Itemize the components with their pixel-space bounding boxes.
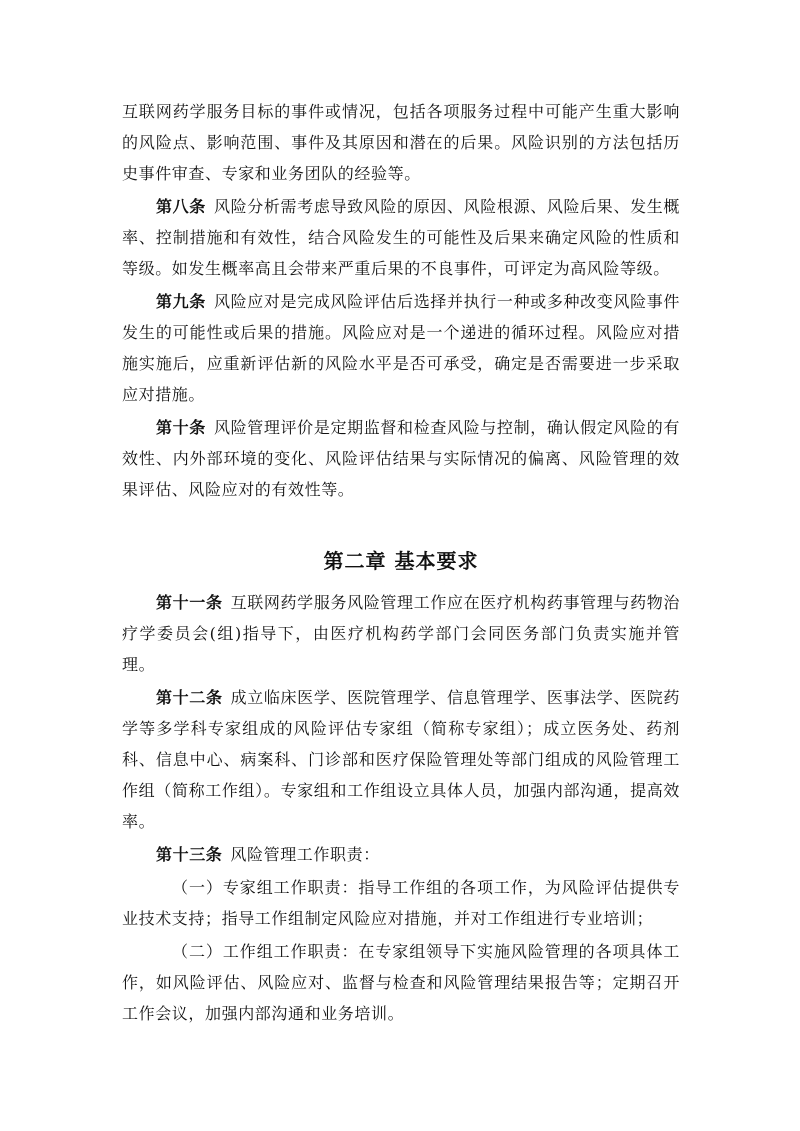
article-number: 第十二条 [156,688,223,707]
paragraph-text: 风险分析需考虑导致风险的原因、风险根源、风险后果、发生概率、控制措施和有效性，结合风险发生的可能性及后果来确定风险的性质和等级。如发生概率高且会带来严重后果的不良事件，可评定为高风险等级。 [122,197,680,278]
article-number: 第十条 [156,418,206,437]
article-10 [122,412,680,505]
article-8 [122,191,680,284]
paragraph-text: 风险管理工作职责： [230,845,380,864]
paragraph-text: 成立临床医学、医院管理学、信息管理学、医事法学、医院药学等多学科专家组成的风险评估专家组（简称专家组）；成立医务处、药剂科、信息中心、病案科、门诊部和医疗保险管理处等部门组成的风险管理工作组（简称工作组）。专家组和工作组设立具体人员，加强内部沟通，提高效率。 [122,688,680,831]
paragraph-text: （一）专家组工作职责：指导工作组的各项工作，为风险评估提供专业技术支持；指导工作组制定风险应对措施，并对工作组进行专业培训； [122,878,680,928]
document-page [122,96,680,1031]
paragraph-text: 互联网药学服务风险管理工作应在医疗机构药事管理与药物治疗学委员会(组)指导下，由医疗机构药学部门会同医务部门负责实施并管理。 [122,593,680,674]
article-9 [122,286,680,410]
article-number: 第十一条 [156,593,223,612]
article-13 [122,839,680,870]
article-number: 第九条 [156,292,206,311]
sub-item-2 [122,936,680,1029]
paragraph-text: 互联网药学服务目标的事件或情况，包括各项服务过程中可能产生重大影响的风险点、影响范围、事件及其原因和潜在的后果。风险识别的方法包括历史事件审查、专家和业务团队的经验等。 [122,102,680,183]
sub-item-1 [122,872,680,934]
paragraph-text: （二）工作组工作职责：在专家组领导下实施风险管理的各项具体工作，如风险评估、风险应对、监督与检查和风险管理结果报告等；定期召开工作会议，加强内部沟通和业务培训。 [122,942,680,1023]
article-12 [122,682,680,837]
paragraph-text: 风险管理评价是定期监督和检查风险与控制，确认假定风险的有效性、内外部环境的变化、风险评估结果与实际情况的偏离、风险管理的效果评估、风险应对的有效性等。 [122,418,680,499]
article-number: 第十三条 [156,845,223,864]
article-11 [122,587,680,680]
paragraph-text: 风险应对是完成风险评估后选择并执行一种或多种改变风险事件发生的可能性或后果的措施。风险应对是一个递进的循环过程。风险应对措施实施后，应重新评估新的风险水平是否可承受，确定是否需要进一步采取应对措施。 [122,292,680,404]
paragraph-continuation [122,96,680,189]
article-number: 第八条 [156,197,206,216]
chapter-title: 第二章 基本要求 [323,549,479,573]
